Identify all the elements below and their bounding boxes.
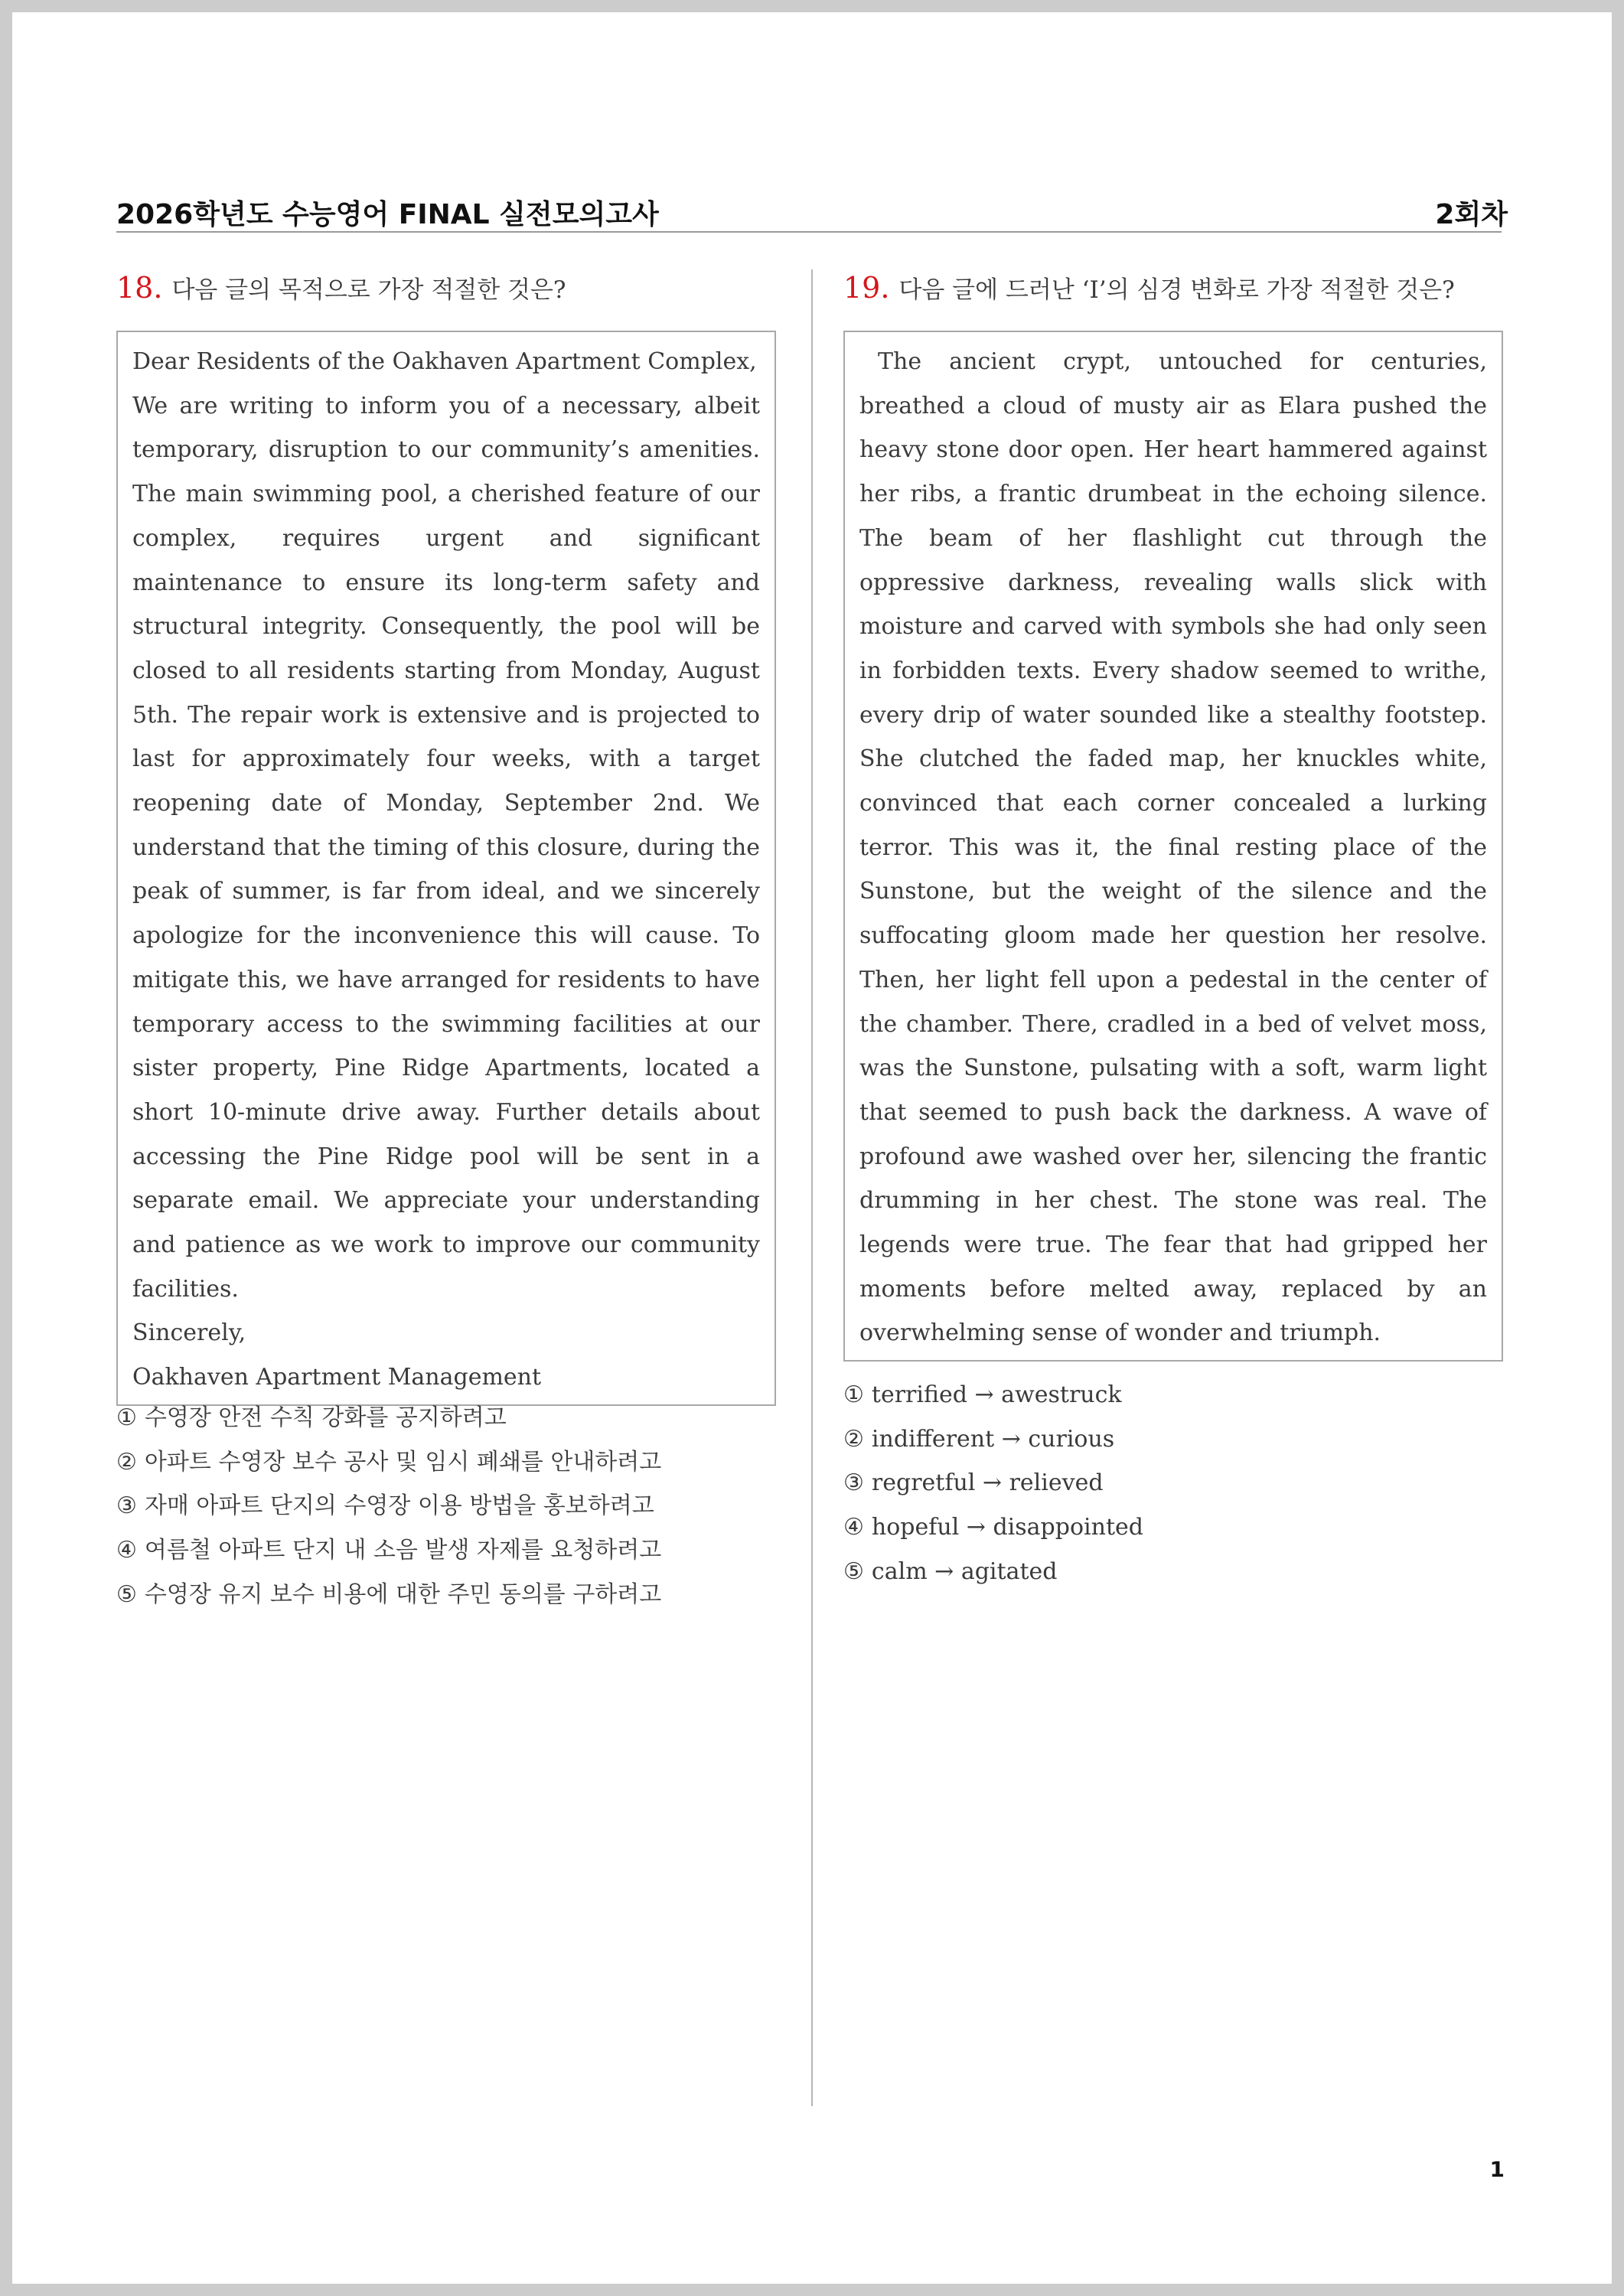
option-marker: ④: [843, 1514, 864, 1541]
question-18-option-3[interactable]: [116, 1484, 661, 1528]
option-text: 수영장 유지 보수 비용에 대한 주민 동의를 구하려고: [144, 1580, 662, 1608]
question-19-prompt: 다음 글에 드러난 ‘I’의 심경 변화로 가장 적절한 것은?: [898, 276, 1455, 304]
option-marker: ①: [843, 1381, 864, 1408]
question-18-option-1[interactable]: [116, 1396, 661, 1440]
letter-closing: Sincerely,: [132, 1319, 246, 1347]
question-19-option-2[interactable]: [843, 1417, 1143, 1462]
exam-page: [12, 12, 1612, 2284]
option-marker: ③: [116, 1492, 137, 1520]
question-19-heading: [843, 269, 1455, 307]
letter-body: We are writing to inform you of a necessary, albeit temporary, disruption to our community’s amenities. The main swimming pool, a cherished feature of our complex, requires urgent and significant maintenance to ensure its long-term safety and structural integrity. Consequently, the pool will be closed to all residents starting from Monday, August 5th. The repair work is extensive and is projected to last for approximately four weeks, with a target reopening date of Monday, September 2nd. We understand that the timing of this closure, during the peak of summer, is far from ideal, and we sincerely apologize for the inconvenience this will cause. To mitigate this, we have arranged for residents to have temporary access to the swimming facilities at our sister property, Pine Ridge Apartments, located a short 10-minute drive away. Further details about accessing the Pine Ridge pool will be sent in a separate email. We appreciate your understanding and patience as we work to improve our community facilities.: [132, 392, 760, 1303]
option-text: 여름철 아파트 단지 내 소음 발생 자제를 요청하려고: [144, 1537, 662, 1564]
page-number: 1: [1489, 2157, 1505, 2182]
question-18-passage: [116, 331, 776, 1406]
question-19-option-4[interactable]: [843, 1505, 1143, 1550]
question-19-number: 19.: [843, 271, 890, 305]
letter-signature: Oakhaven Apartment Management: [132, 1364, 542, 1391]
question-18-options: [116, 1396, 661, 1617]
option-text: terrified → awestruck: [871, 1381, 1122, 1408]
letter-salutation: Dear Residents of the Oakhaven Apartment Complex,: [132, 348, 757, 375]
option-marker: ③: [843, 1469, 864, 1497]
option-marker: ⑤: [843, 1557, 864, 1585]
question-18-prompt: 다음 글의 목적으로 가장 적절한 것은?: [171, 276, 566, 304]
option-marker: ②: [843, 1425, 864, 1453]
option-text: hopeful → disappointed: [871, 1514, 1143, 1541]
option-marker: ⑤: [116, 1580, 137, 1608]
question-18-option-5[interactable]: [116, 1573, 661, 1617]
question-19-passage: [843, 331, 1503, 1362]
option-text: 수영장 안전 수칙 강화를 공지하려고: [144, 1404, 507, 1431]
question-18-option-2[interactable]: [116, 1440, 661, 1485]
option-text: 자매 아파트 단지의 수영장 이용 방법을 홍보하려고: [144, 1492, 654, 1520]
exam-title: 2026학년도 수능영어 FINAL 실전모의고사: [116, 199, 659, 230]
exam-round: 2회차: [1435, 199, 1508, 230]
option-text: regretful → relieved: [871, 1469, 1104, 1497]
question-19-option-1[interactable]: [843, 1373, 1143, 1417]
option-text: 아파트 수영장 보수 공사 및 임시 폐쇄를 안내하려고: [144, 1448, 662, 1476]
question-19-option-3[interactable]: [843, 1461, 1143, 1505]
option-marker: ②: [116, 1448, 137, 1476]
question-19-options: [843, 1373, 1143, 1594]
story-body: The ancient crypt, untouched for centuries, breathed a cloud of musty air as Elara pushed the heavy stone door open. Her heart hammered against her ribs, a frantic drumbeat in the echoing silence. The beam of her flashlight cut through the oppressive darkness, revealing walls slick with moisture and carved with symbols she had only seen in forbidden texts. Every shadow seemed to writhe, every drip of water sounded like a stealthy footstep. She clutched the faded map, her knuckles white, convinced that each corner concealed a lurking terror. This was it, the final resting place of the Sunstone, but the weight of the silence and the suffocating gloom made her question her resolve. Then, her light fell upon a pedestal in the center of the chamber. There, cradled in a bed of velvet moss, was the Sunstone, pulsating with a soft, warm light that seemed to push back the darkness. A wave of profound awe washed over her, silencing the frantic drumming in her chest. The stone was real. The legends were true. The fear that had gripped her moments before melted away, replaced by an overwhelming sense of wonder and triumph.: [859, 348, 1487, 1347]
question-18-heading: [116, 269, 566, 307]
header-divider: [116, 231, 1502, 233]
option-marker: ④: [116, 1537, 137, 1564]
option-text: calm → agitated: [871, 1557, 1058, 1585]
question-19-option-5[interactable]: [843, 1550, 1143, 1594]
column-divider: [811, 269, 813, 2106]
option-marker: ①: [116, 1404, 137, 1431]
option-text: indifferent → curious: [871, 1425, 1115, 1453]
question-18-option-4[interactable]: [116, 1528, 661, 1573]
question-18-number: 18.: [116, 271, 163, 305]
